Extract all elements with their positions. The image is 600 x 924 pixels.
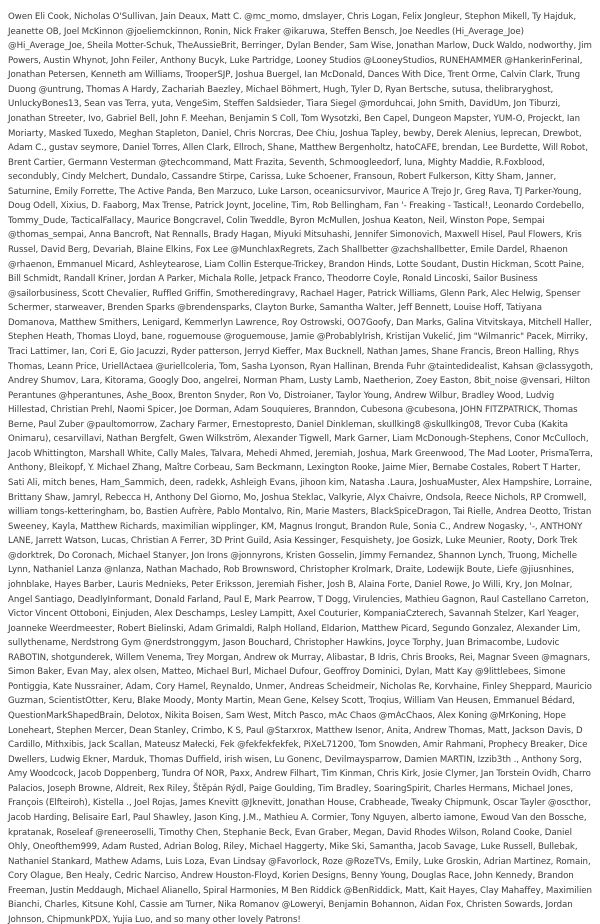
patron-credits-text: Owen Eli Cook, Nicholas O'Sullivan, Jain Deaux, Matt C. @mc_momo, dmslayer, Chris Logan, Felix Jongleur, Stephon Mikell, Ty Hajduk, Jeanette OB, Joel McKinnon @joeliemckinnon, Ronin, Nick Fraker @ikaruwa, Steffen Bensch, Joe Needles (Hi_Average_Joe) @Hi_Average_Joe, Sheila Motter-Schuk, TheAussieBrit, Berringer, Dylan Bender, Sam Wise, Jonathan Marlow, Duck Waldo, nodworthy, Jim Powers, Austin Whynot, John Feiler, Anthony Bucyk, Luke Partridge, Looney Studios @LooneyStudios, RUNEHAMMER @HankerinFerinal, Jonathan Petersen, Kenneth am Williams, TrooperSJP, Joshua Buergel, Ian McDonald, Dances With Dice, Trent Orme, Calvin Clark, Trung Duong @untrung, Thomas A Hardy, Zachariah Baezley, Michael Böhmert, Hugh, Tyler D, Ryan Bertsche, sutusa, thelibraryghost, UnluckyBones13, Sean vas Terra, yuta, VengeSim, Steffen Saldsieder, Tiara Siegel @morduhcai, John Smith, DavidUm, Jon Tiburzi, Jonathan Streeter, Ivo, Gabriel Bell, John F. Meehan, Benjamin S Coll, Tom Wysotzki, Ben Capel, Dungeon Mapster, YUM-O, Projeckt, Ian Moriarty, Masked Tuxedo, Meghan Stapleton, Daniel, Chris Norcras, Dee Chiu, Joshua Tapley, bewby, Derek Alenius, leprecan, Drewbot, Adam C., gustav seymore, Daniel Torres, Allen Clark, Ellroch, Shane, Matthew Bergenholtz, hatoCAFE, brendan, Lee Burdette, Will Robot, Brent Cartier, Germann Vesterman @techcommand, Matt Frazita, Seventh, Schmoogleedorf, luna, Mighty Maddie, R.Foxblood, secondubly, Cindy Melchert, Dundalo, Cassandre Stirpe, Carissa, Luke Schoener, Fransoun, Robert Fulkerson, Kitty Sham, Janner, Saturnine, Emily Forrette, The Active Panda, Ben Marzuco, Luke Larson, oceanicsurvivor, Maurice A Trejo Jr, Greg Rava, TJ Parker-Young, Doug Odell, Xixius, D. Faaborg, Max Trense, Patrick Joynt, Joceline, Tim, Rob Bellingham, Fan '- Freaking - Tastical!, Leonardo Cordebello, Tommy_Dude, TacticalFallacy, Maurice Bongcravel, Colin Tweddle, Byron McMullen, Joshua Keaton, Neil, Winston Pope, Sempai @thomas_sempai, Anna Bancroft, Nat Rennalls, Brady Hagan, Miyuki Mitsuhashi, Jennifer Simonovich, Maxwell Hisel, Paul Flowers, Kris Russel, David Berg, Devariah, Blaine Elkins, Fox Lee @MunchlaxRegrets, Zach Shallbetter @zachshallbetter, Emile Dardel, Rhaenon @rhaenon, Emmanuel Micard, Ashleytearose, Liam Collin Esterque-Trickey, Brandon Hinds, Lotte Soudant, Dustin Hickman, Scott Paine, Bill Schmidt, Randall Kriner, Jordan A Parker, Michala Rolle, Jetpack Franco, Theodorre Coyle, Ronald Lincoski, Sailor Business @sailorbusiness, Scott Chevalier, Ruffled Griffin, Smotheredingravy, Rachael Hager, Patrick Williams, Glenn Park, Alec Helwig, Spenser Schermer, starweaver, Brenden Sparks @brendensparks, Clayton Burke, Samantha Walter, Jeff Bennett, Louise Hoff, Tatiyana Domanova, Matthew Smithers, Lenigard, Kemmerlyn Lawrence, Roy Ostrowski, OO7Goofy, Dan Marks, Galina Vitvitskaya, Mitchell Haller, Stephen Heath, Thomas Lloyd, bane, roguemouse @roguemouse, Jamie @ProbablyIrish, Kristijan Vukelić, Jim "Wilmanric" Pacek, Mirriky, Traci Lattimer, Ian, Cori E, Gio Jacuzzi, Ryder patterson, Jerryd Kieffer, Max Bucknell, Nathan James, Shane Francis, Breon Halling, Rhys Thomas, Leann Price, UriellActaea @uriellcoleria, Tom, Sasha Lyonson, Ryan Hallinan, Brenda Fuhr @taintedidealist, Kahsan @classygoth, Andrey Shumov, Lara, Kitorama, Googly Doo, angelrei, Norman Pham, Lusty Lamb, Naetherion, Zoey Easton, 8bit_noise @vensari, Hilton Perantunes @hperantunes, Ashe_Boox, Brenton Snyder, Ron Vo, Distroianer, Taylor Young, Andrew Wilbur, Bradley Wood, Ludvig Hillestad, Christian Prehl, Naomi Spicer, Joe Dorman, Adam Souquieres, Branndon, Cubesona @cubesona, JOHN FITZPATRICK, Thomas Berne, Paul Zuber @paultomorrow, Zachary Farmer, Ernestopresto, Daniel Dinkleman, skullking8 @skullking08, Trevor Cuba (Kakita Onimaru), cesarvillavi, Nathan Bergfelt, Gwen Wilkström, Alexander Tigwell, Mark Garner, Liam McDonough-Stephens, Conor McCulloch, Jacob Whittington, Marshall White, Cally Males, Talvara, Mehedi Ahmed, Jeremiah, Joshua, Mark Greenwood, The Mad Looter, PrismaTerra, Anthony, Bleikopf, Y. Michael Zhang, Maître Corbeau, Sam Beckmann, Lexington Rooke, Jaime Mier, Bernabe Costales, Robert T Harter, Sati Ali, mitch benes, Ham_Sammich, deen, radekk, Ashleigh Evans, jihoon kim, Natasha .Laura, JoshuaMuster, Alex Hampshire, Lorraine, Brittany Shaw, Jamryl, Rebecca H, Anthony Del Giorno, Mo, Joshua Steklac, Valkyrie, Alyx Chaivre, Ondsola, Reece Nichols, RP Cromwell, william tongs-ketteringham, bo, Bastien Aufrère, Pablo Montalvo, Rin, Marie Masters, BlackSpiceDragon, Tai Rielle, Andrea Deotto, Tristan Sweeney, Kayla, Matthew Richards, maximilian wipplinger, KM, Magnus Irongut, Brandon Rule, Sonia C., Andrew Nogasky, '-, ANTHONY LANE, Jarrett Watson, Lucas, Christian A Ferrer, 3D Print Guild, Asia Kessinger, Fesquishety, Joe Gosizk, Luke Meunier, Rooty, Dork Trek @dorktrek, Do Coronach, Michael Stanyer, Jon Irons @jonnyrons, Kristen Gosselin, Jimmy Fernandez, Shannon Lynch, Truong, Michelle Lynn, Nathaniel Lanza @nlanza, Nathan Machado, Rob Brownsword, Christopher Krolmark, Draite, Lodewijk Boute, Liefe @jiusnhines, johnblake, Hayes Barber, Lauris Mednieks, Peter Eriksson, Jeremiah Fisher, Josh B, Alaina Forte, Daniel Rowe, Jo Willi, Kry, Jon Molnar, Angel Santiago, DeadlyInformant, Donald Farland, Paul E, Mark Pearrow, T Dogg, Virulencies, Mathieu Gagnon, Raul Castellano Carreton, Victor Vincent Ottoboni, Einjuden, Alex Deschamps, Lesley Lampitt, Axel Couturier, KompaniaCzterech, Savannah Stelzer, Karl Yeager, Joanneke Weerdmeester, Robert Bielinski, Adam Grimaldi, Ralph Holland, Eldarion, Matthew Picard, Segundo Gonzalez, Alexander Lim, sullythename, Nerdstrong Gym @nerdstronggym, Jason Bouchard, Christopher Hawkins, Joyce Torphy, Juan Brimacombe, Ludovic RABOTIN, shotgunderek, Willem Venema, Trey Morgan, Andrew ok Murray, Alibastar, B Idris, Chris Brooks, Rei, Magnar Sveen @magnars, Simon Baker, Evan May, alex olsen, Matteo, Michael Burl, Michael Dufour, Geoffroy Dominici, Dylan, Matt Kay @9littlebees, Simone Pontiggia, Kate Nussrainer, Adam, Cory Hamel, Reynaldo, Unmer, Andreas Scheidmeir, Nicholas Re, Korvhaine, Finley Sheppard, Mauricio Guzman, ScientistOtter, Keru, Blake Moody, Monty Martin, Mean Gene, Kelsey Scott, Troqius, William Van Heusen, Emmanuel Bédard, QuestionMarkShapedBrain, Delotox, Nikita Boisen, Sam West, Mitch Pasco, mAc Chaos @mAcChaos, Alex Koning @MrKoning, Hope Loneheart, Stephen Mercer, Dean Stanley, Crimbo, K S, Paul @Starxrox, Matthew Isenor, Anita, Andrew Thomas, Matt, Jackson Davis, D Cardillo, Mithxibis, Jack Scallan, Mateusz Małecki, Fek @fekfekfekfek, PiXeL71200, Tom Snowden, Amir Rahmani, Prophecy Breaker, Dice Dwellers, Ludwig Ekner, Marduk, Thomas Duffield, irish wisen, Lu Gonenc, Devilmaysparrow, Damien MARTIN, Izzib3th ., Anthony Sorg, Amy Woodcock, Jacob Doppenberg, Tundra Of NOR, Paxx, Andrew Filhart, Tim Kinman, Chris Kirk, Josie Clymer, Jan Torstein Ovidh, Charro Palacios, Joseph Browne, Aldreit, Rex Riley, Štěpán Rýdl, Paige Goulding, Tim Bradley, SoaringSpirit, Charles Hermans, Michael Jones, François (Elfteiroh), Kistella ., Joel Rojas, James Knevitt @Jknevitt, Jonathan House, Crabheade, Tweaky Chipmunk, Oscar Tayler @oscthor, Jacob Harding, Belisaire Earl, Paul Shawley, Jason King, J.M., Mathieu A. Cormier, Tony Nguyen, alberto iamone, Ewoud Van den Bossche, kpratanak, Roseleaf @reneeroselli, Timothy Chen, Stephanie Beck, Evan Graber, Megan, David Rhodes Wilson, Roland Cooke, Daniel Ohly, Oneofthem999, Adam Rusted, Adrian Bolog, Riley, Michael Haggerty, Mike Ski, Samantha, Jacob Savage, Luke Russell, Bullebak, Nathaniel Stankard, Mathew Adams, Luis Loza, Evan Lindsay @Favorlock, Roze @RozeTVs, Emily, Luke Groskin, Adrian Martinez, Romain, Cory Olague, Ben Healy, Cedric Narciso, Andrew Houston-Floyd, Korien Designs, Benny Young, Douglas Race, John Kennedy, Brandon Freeman, Justin Meddaugh, Michael Alianello, Spiral Harmonies, M Ben Riddick @BenRiddick, Matt, Kait Hayes, Clay Mahaffey, Maximilien Bianchi, Charles, Kitsune Kohl, Cassie am Turner, Nika Romanov @Loweryi, Benjamin Bohannon, Aidan Fox, Christen Sowards, Jordan Johnson, ChipmunkPDX, Yujia Luo, and so many other lovely Patrons! [8,12,594,924]
